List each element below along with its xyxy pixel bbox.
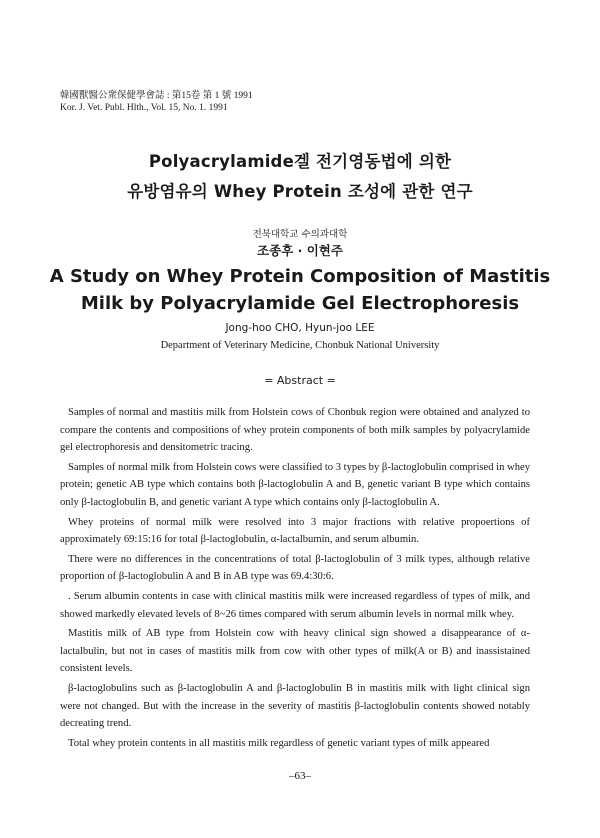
- english-title-line-2: Milk by Polyacrylamide Gel Electrophoresis: [80, 293, 520, 314]
- korean-title-line-2: 유방염유의 Whey Protein 조성에 관한 연구: [127, 182, 473, 201]
- journal-citation-korean: 韓國獸醫公衆保健學會誌 : 第15卷 第 1 號 1991: [60, 91, 253, 101]
- abstract-paragraph: . Serum albumin contents in case with clinical mastitis milk were increased regardless of types of milk, and showed markedly elevated levels of 8~26 times compared with serum albumin levels in normal milk whey.: [60, 590, 530, 620]
- page-number: –63–: [289, 770, 311, 782]
- abstract-paragraph: Mastitis milk of AB type from Holstein cow with heavy clinical sign showed a disappearance of α-lactalbulin, but not in cases of mastitis milk from cow with other types of milk(A or B) and inassistained consistent levels.: [60, 628, 530, 675]
- abstract-heading: = Abstract =: [264, 374, 336, 387]
- abstract-paragraph: Samples of normal milk from Holstein cows were classified to 3 types by β-lactoglobulin comprised in whey protein; genetic AB type which contains both β-lactoglobulin A and B, genetic variant B type which contains only β-lactoglobulin B, and genetic variant A type which contains only β-lactoglobulin A.: [60, 461, 531, 508]
- korean-affiliation: 전북대학교 수의과대학: [252, 229, 348, 240]
- journal-citation-english: Kor. J. Vet. Publ. Hlth., Vol. 15, No. 1. 1991: [60, 103, 228, 113]
- abstract-paragraph: β-lactoglobulins such as β-lactoglobulin A and β-lactoglobulin B in mastitis milk with light clinical sign were not changed. But with the increase in the severity of mastitis β-lactoglobulin contents showed notably decreating trend.: [60, 682, 530, 730]
- journal-header: [60, 90, 253, 114]
- korean-authors: 조종후 · 이현주: [257, 243, 343, 258]
- abstract-paragraph: Samples of normal and mastitis milk from Holstein cows of Chonbuk region were obtained and analyzed to compare the contents and compositions of whey protein components of both milk samples by polyacrylamide gel electrophoresis and densitometric tracing.: [60, 407, 530, 454]
- abstract-paragraph: There were no differences in the concentrations of total β-lactoglobulin of 3 milk types, although relative proportion of β-lactoglobulin A and B in AB type was 69.4:30:6.: [60, 553, 530, 583]
- abstract-body: [60, 404, 530, 754]
- abstract-paragraph: Whey proteins of normal milk were resolved into 3 major fractions with relative propoertions of approximately 69:15:16 for total β-lactoglobulin, α-lactalbumin, and serum albumin.: [60, 516, 530, 546]
- abstract-paragraph: Total whey protein contents in all mastitis milk regardless of genetic variant types of milk appeared: [68, 737, 490, 749]
- english-authors: Jong-hoo CHO, Hyun-joo LEE: [225, 322, 375, 334]
- english-title-line-1: A Study on Whey Protein Composition of Mastitis: [49, 266, 551, 287]
- english-department: Department of Veterinary Medicine, Chonbuk National University: [160, 340, 440, 351]
- korean-title-line-1: Polyacrylamide겔 전기영동법에 의한: [148, 152, 452, 171]
